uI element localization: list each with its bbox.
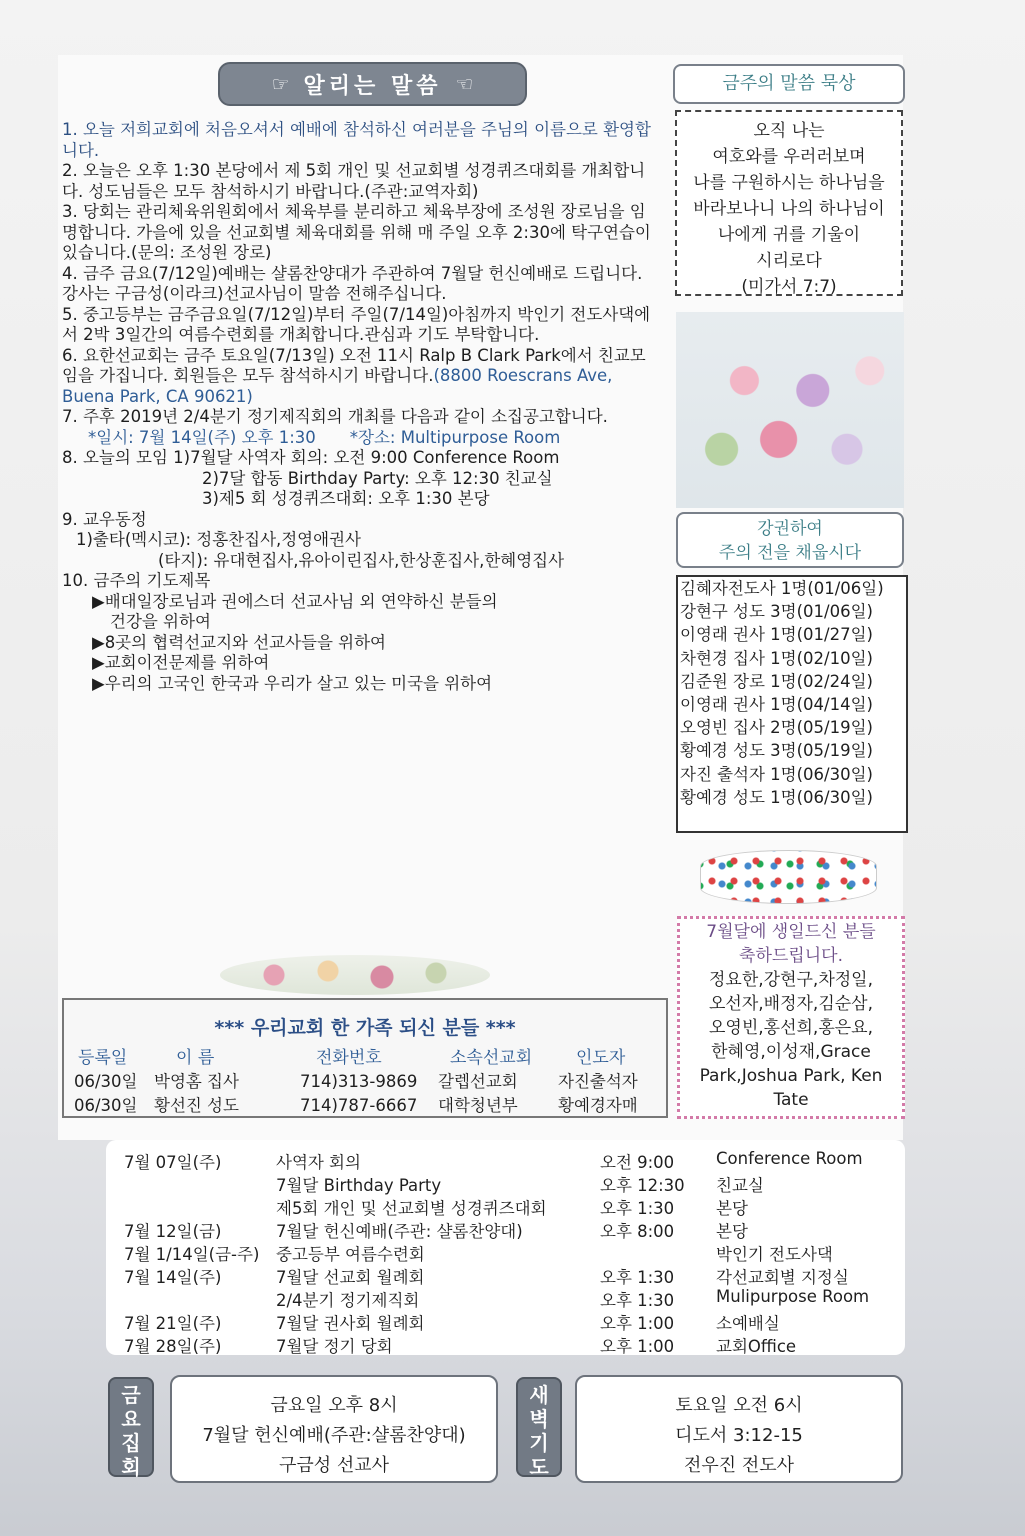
- friday-meeting-tab: [108, 1377, 154, 1477]
- sched-place: 각선교회별 지정실: [716, 1268, 849, 1287]
- cell-date: 06/30일: [74, 1096, 138, 1115]
- offering-row: 김혜자전도사 1명(01/06일): [680, 579, 884, 598]
- cell-guide: 자진출석자: [558, 1072, 638, 1091]
- flower-arrangement-image: [220, 955, 490, 995]
- sched-time: 오후 1:00: [600, 1314, 675, 1333]
- prayer-item-3: ▶교회이전문제를 위하여: [92, 653, 270, 672]
- birthday-names-line: Park,Joshua Park, Ken: [699, 1066, 883, 1086]
- sched-event: 7월달 Birthday Party: [276, 1176, 442, 1195]
- sched-place: 본당: [716, 1199, 748, 1218]
- sched-event: 제5회 개인 및 선교회별 성경퀴즈대회: [276, 1199, 547, 1218]
- announcement-5: 5. 중고등부는 금주금요일(7/12일)부터 주일(7/14일)아침까지 박인기 전도사댁에서 2박 3일간의 여름수련회를 개최합니다.관심과 기도 부탁합니다.: [62, 304, 651, 344]
- col-phone: 전화번호: [316, 1048, 382, 1068]
- birthday-names-line: 정요한,강현구,차정일,: [708, 970, 873, 990]
- dawn-line: 전우진 전도사: [683, 1455, 795, 1476]
- cell-guide: 황예경자매: [558, 1096, 638, 1115]
- sched-place: 소예배실: [716, 1314, 780, 1333]
- offering-row: 이영래 권사 1명(01/27일): [680, 625, 873, 645]
- birthday-heading-1: 7월달에 생일드신 분들: [706, 922, 876, 942]
- meditation-tab: [673, 64, 905, 104]
- birthday-names-line: 오영빈,홍선희,홍은요,: [708, 1018, 873, 1038]
- friday-line: 금요일 오후 8시: [270, 1395, 398, 1416]
- announcement-9-2: (타지): 유대현집사,유아이린집사,한상훈집사,한혜영집사: [158, 550, 565, 570]
- offering-row: 오영빈 집사 2명(05/19일): [680, 718, 873, 738]
- offering-tab-line-2: 주의 전을 채웁시다: [718, 543, 862, 563]
- dawn-prayer-box: [575, 1375, 903, 1483]
- announcement-3: 3. 당회는 관리체육위원회에서 체육부를 분리하고 체육부장에 조성원 장로님을 임명합니다. 가을에 있을 선교회별 체육대회를 위해 매 주일 오후 2:30에 탁구연습이 있습니다.(문의: 조성원 장로): [62, 202, 651, 262]
- offering-row: 황예경 성도 3명(05/19일): [680, 741, 873, 761]
- dawn-prayer-tab-label: 새벽기도: [529, 1383, 549, 1479]
- banner-title: 알리는 말씀: [303, 73, 442, 99]
- announcement-7: 7. 주후 2019년 2/4분기 정기제직회의 개최를 다음과 같이 소집공고합니다.: [62, 407, 608, 426]
- new-family-title: *** 우리교회 한 가족 되신 분들 ***: [214, 1017, 516, 1039]
- offering-row: 이영래 권사 1명(04/14일): [680, 695, 873, 715]
- sched-place: Conference Room: [716, 1149, 863, 1168]
- friday-meeting-tab-label: 금요집회: [121, 1383, 141, 1479]
- sched-event: 2/4분기 정기제직회: [276, 1291, 420, 1310]
- pointing-hand-left-icon: ☜: [455, 72, 474, 96]
- verse-reference: (미가서 7:7): [741, 277, 837, 297]
- pointing-hand-right-icon: ☞: [271, 72, 290, 96]
- col-name: 이 름: [176, 1048, 215, 1068]
- sched-date: 7월 07일(주): [124, 1153, 222, 1172]
- announcement-8-2: 2)7달 합동 Birthday Party: 오후 12:30 친교실: [202, 468, 553, 488]
- prayer-item-2: ▶8곳의 협력선교지와 선교사들을 위하여: [92, 632, 386, 652]
- sched-time: 오후 1:30: [600, 1291, 675, 1310]
- meditation-tab-label: 금주의 말씀 묵상: [722, 73, 856, 94]
- announcement-9-1: 1)출타(멕시코): 정홍찬집사,정영애권사: [76, 530, 361, 549]
- sched-date: 7월 12일(금): [124, 1222, 222, 1241]
- birthday-names-line: 오선자,배정자,김순삼,: [708, 994, 873, 1014]
- birthday-names-line: 한혜영,이성재,Grace: [711, 1042, 871, 1062]
- verse-line: 시리로다: [756, 251, 822, 271]
- meditation-verse-box: [675, 110, 903, 296]
- announcement-9: 9. 교우동정: [62, 509, 147, 529]
- announcement-7-details: [62, 428, 660, 449]
- friday-line: 7월달 헌신예배(주관:샬롬찬양대): [202, 1425, 466, 1446]
- offering-list: [676, 575, 908, 833]
- sched-place: 친교실: [716, 1176, 764, 1195]
- offering-row: 자진 출석자 1명(06/30일): [680, 764, 873, 784]
- sched-time: 오후 8:00: [600, 1222, 675, 1241]
- col-registered: 등록일: [78, 1048, 128, 1068]
- cell-name: 박영홈 집사: [154, 1072, 239, 1091]
- dawn-line: 토요일 오전 6시: [675, 1395, 803, 1416]
- birthday-cake-image: [700, 850, 877, 904]
- cell-mission: 대학청년부: [438, 1096, 518, 1115]
- cell-name: 황선진 성도: [154, 1096, 239, 1115]
- announcement-8-3: 3)제5 회 성경퀴즈대회: 오후 1:30 본당: [202, 489, 490, 508]
- sched-time: 오전 9:00: [600, 1153, 675, 1172]
- prayer-item-1: ▶배대일장로님과 권에스더 선교사님 외 연약하신 분들의: [92, 591, 498, 611]
- sched-event: 7월달 헌신예배(주관: 샬롬찬양대): [276, 1222, 523, 1241]
- offering-tab: [676, 512, 904, 568]
- offering-tab-line-1: 강권하여: [757, 519, 823, 539]
- sched-place: 박인기 전도사댁: [716, 1245, 833, 1264]
- dawn-line: 디도서 3:12-15: [675, 1425, 803, 1446]
- schedule-box: [106, 1140, 905, 1355]
- announcement-2: 2. 오늘은 오후 1:30 본당에서 제 5회 개인 및 선교회별 성경퀴즈대회를 개최합니다. 성도님들은 모두 참석하시기 바랍니다.(주관:교역자회): [62, 161, 646, 201]
- cell-mission: 갈렙선교회: [438, 1072, 518, 1091]
- table-row: [64, 1094, 666, 1118]
- verse-line: 바라보나니 나의 하나님이: [693, 199, 885, 219]
- prayer-item-1-cont: 건강을 위하여: [110, 612, 211, 631]
- cell-date: 06/30일: [74, 1072, 138, 1091]
- verse-line: 나에게 귀를 기울이: [717, 225, 861, 245]
- announcement-7-when: *일시: 7월 14일(주) 오후 1:30: [88, 427, 316, 447]
- sched-time: 오후 12:30: [600, 1176, 685, 1195]
- sched-place: Mulipurpose Room: [716, 1287, 870, 1306]
- offering-row: 강현구 성도 3명(01/06일): [680, 602, 873, 622]
- birthday-names-line: Tate: [773, 1090, 809, 1110]
- announcements-banner: [218, 62, 527, 106]
- sched-time: 오후 1:30: [600, 1268, 675, 1287]
- announcement-4: 4. 금주 금요(7/12일)예배는 샬롬찬양대가 주관하여 7월달 헌신예배로 드립니다. 강사는 구금성(이라크)선교사님이 말씀 전해주십니다.: [62, 263, 643, 303]
- friday-line: 구금성 선교사: [278, 1455, 390, 1476]
- announcement-7-where: *장소: Multipurpose Room: [349, 427, 561, 447]
- birthday-heading-2: 축하드립니다.: [739, 946, 843, 966]
- sched-date: 7월 1/14일(금-주): [124, 1245, 260, 1264]
- verse-line: 나를 구원하시는 하나님을: [693, 173, 885, 193]
- sched-event: 사역자 회의: [276, 1153, 361, 1172]
- dawn-prayer-tab: [516, 1377, 562, 1477]
- announcement-8-1: 8. 오늘의 모임 1)7월달 사역자 회의: 오전 9:00 Conference Room: [62, 448, 560, 467]
- offering-row: 황예경 성도 1명(06/30일): [680, 787, 873, 807]
- announcements-list: [62, 120, 660, 694]
- sched-place: 교회Office: [716, 1337, 797, 1356]
- sched-event: 7월달 정기 당회: [276, 1337, 393, 1356]
- verse-line: 여호와를 우러러보며: [712, 147, 866, 167]
- sched-event: 7월달 선교회 월례회: [276, 1268, 425, 1287]
- friday-meeting-box: [170, 1375, 498, 1483]
- sched-date: 7월 21일(주): [124, 1314, 222, 1333]
- sched-date: 7월 28일(주): [124, 1337, 222, 1356]
- new-family-box: [62, 998, 668, 1118]
- col-guide: 인도자: [576, 1048, 626, 1068]
- sched-place: 본당: [716, 1222, 748, 1241]
- offering-row: 김준원 장로 1명(02/24일): [680, 671, 873, 691]
- announcement-6-text: 6. 요한선교회는 금주 토요일(7/13일) 오전 11시 Ralp B Clark Park에서 친교모임을 가집니다. 회원들은 모두 참석하시기 바랍니다.: [62, 345, 646, 385]
- cell-phone: 714)787-6667: [300, 1096, 418, 1115]
- birthday-box: [677, 916, 905, 1119]
- table-row: [64, 1070, 666, 1094]
- announcement-6: [62, 346, 660, 408]
- announcement-1: 1. 오늘 저희교회에 처음오셔서 예배에 참석하신 여러분을 주님의 이름으로 환영합니다.: [62, 120, 651, 160]
- sched-event: 7월달 권사회 월례회: [276, 1314, 425, 1333]
- sched-time: 오후 1:00: [600, 1337, 675, 1356]
- flower-bouquet-image: [676, 312, 904, 508]
- sched-date: 7월 14일(주): [124, 1268, 222, 1287]
- announcement-10: 10. 금주의 기도제목: [62, 571, 211, 590]
- cell-phone: 714)313-9869: [300, 1072, 418, 1091]
- verse-line: 오직 나는: [753, 121, 825, 141]
- sched-event: 중고등부 여름수련회: [276, 1245, 425, 1264]
- col-mission: 소속선교회: [450, 1048, 533, 1068]
- announcement-6-address: (8800 Roescrans Ave, Buena Park, CA 90621): [62, 366, 613, 406]
- offering-row: 차현경 집사 1명(02/10일): [680, 648, 873, 668]
- sched-time: 오후 1:30: [600, 1199, 675, 1218]
- prayer-item-4: ▶우리의 고국인 한국과 우리가 살고 있는 미국을 위하여: [92, 673, 493, 693]
